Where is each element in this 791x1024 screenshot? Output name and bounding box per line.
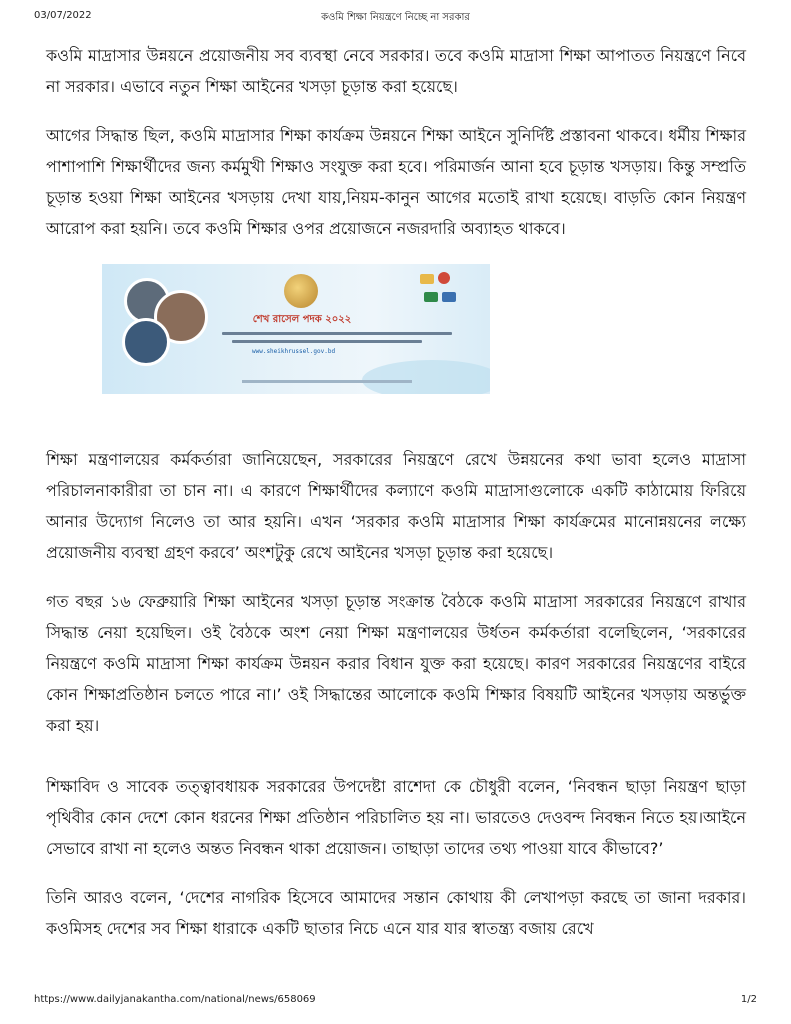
print-date: 03/07/2022: [34, 10, 92, 21]
print-footer: [0, 994, 791, 1010]
portrait-photo: [122, 318, 170, 366]
logo-icon: [442, 292, 456, 302]
source-url[interactable]: https://www.dailyjanakantha.com/national/news/658069: [34, 994, 316, 1005]
logo-icon: [438, 272, 450, 284]
article-body: [46, 40, 746, 962]
article-paragraph: শিক্ষা মন্ত্রণালয়ের কর্মকর্তারা জানিয়েছেন, সরকারের নিয়ন্ত্রণে রেখে উন্নয়নের কথা ভাবা হলেও মাদ্রাসা পরিচালনাকারীরা তা চান না। এ কারণে শিক্ষার্থীদের কল্যাণে কওমি মাদ্রাসাগুলোকে একটি কাঠামোয় ফিরিয়ে আনার উদ্যোগ নিলেও তা আর হয়নি। এখন ‘সরকার কওমি মাদ্রাসার শিক্ষা কার্যক্রমের মানোন্নয়নের লক্ষ্যে প্রয়োজনীয় ব্যবস্থা গ্রহণ করবে’ অংশটুকু রেখে আইনের খসড়া চূড়ান্ত করা হয়েছে।: [46, 450, 746, 562]
article-paragraph: তিনি আরও বলেন, ‘দেশের নাগরিক হিসেবে আমাদের সন্তান কোথায় কী লেখাপড়া করছে তা জানা দরকার। কওমিসহ দেশের সব শিক্ষা ধারাকে একটি ছাতার নিচে এনে যার যার স্বাতন্ত্র্য বজায় রেখে: [46, 888, 746, 938]
medal-icon: [284, 274, 318, 308]
sheikh-russel-award-banner[interactable]: [102, 264, 490, 394]
print-header: [0, 10, 791, 26]
page-number: 1/2: [740, 994, 757, 1005]
article-paragraph: আগের সিদ্ধান্ত ছিল, কওমি মাদ্রাসার শিক্ষা কার্যক্রম উন্নয়নে শিক্ষা আইনে সুনির্দিষ্ট প্রস্তাবনা থাকবে। ধর্মীয় শিক্ষার পাশাপাশি শিক্ষার্থীদের জন্য কর্মমুখী শিক্ষাও সংযুক্ত করা হবে। পরিমার্জন আনা হবে চূড়ান্ত খসড়ায়। কিন্তু সম্প্রতি চূড়ান্ত হওয়া শিক্ষা আইনের খসড়ায় দেখা যায়,নিয়ম-কানুন আগের মতোই রাখা হয়েছে। বাড়তি কোন নিয়ন্ত্রণ আরোপ করা হয়নি। তবে কওমি শিক্ষার ওপর প্রয়োজনে নজরদারি অব্যাহত থাকবে।: [46, 126, 746, 238]
banner-title: শেখ রাসেল পদক ২০২২: [252, 314, 352, 325]
banner-text-line: [232, 340, 422, 343]
print-title: কওমি শিক্ষা নিয়ন্ত্রণে নিচ্ছে না সরকার: [321, 12, 470, 23]
decorative-splash: [362, 360, 490, 394]
banner-link: www.sheikhrussel.gov.bd: [252, 348, 336, 355]
banner-footer-line: [242, 380, 412, 383]
article-paragraph: কওমি মাদ্রাসার উন্নয়নে প্রয়োজনীয় সব ব্যবস্থা নেবে সরকার। তবে কওমি মাদ্রাসা শিক্ষা আপাতত নিয়ন্ত্রণে নিবে না সরকার। এভাবে নতুন শিক্ষা আইনের খসড়া চূড়ান্ত করা হয়েছে।: [46, 46, 746, 96]
article-paragraph: শিক্ষাবিদ ও সাবেক তত্ত্বাবধায়ক সরকারের উপদেষ্টা রাশেদা কে চৌধুরী বলেন, ‘নিবন্ধন ছাড়া নিয়ন্ত্রণ ছাড়া পৃথিবীর কোন দেশে কোন ধরনের শিক্ষা প্রতিষ্ঠান পরিচালিত হয় না। ভারতেও দেওবন্দ নিবন্ধন নিতে হয়।আইনে সেভাবে রাখা না হলেও অন্তত নিবন্ধন থাকা প্রয়োজন। তাছাড়া তাদের তথ্য পাওয়া যাবে কীভাবে?’: [46, 777, 746, 858]
logo-icon: [420, 274, 434, 284]
banner-container: [46, 262, 746, 420]
logo-icon: [424, 292, 438, 302]
banner-text-line: [222, 332, 452, 335]
article-paragraph: গত বছর ১৬ ফেব্রুয়ারি শিক্ষা আইনের খসড়া চূড়ান্ত সংক্রান্ত বৈঠকে কওমি মাদ্রাসা সরকারের নিয়ন্ত্রণে রাখার সিদ্ধান্ত নেয়া হয়েছিল। ওই বৈঠকে অংশ নেয়া শিক্ষা মন্ত্রণালয়ের উর্ধতন কর্মকর্তারা বলেছিলেন, ‘সরকারের নিয়ন্ত্রণে কওমি মাদ্রাসা শিক্ষা কার্যক্রম উন্নয়ন করার বিধান যুক্ত করা হয়েছে। কারণ সরকারের নিয়ন্ত্রণের বাইরে কোন শিক্ষাপ্রতিষ্ঠান চলতে পারে না।’ ওই সিদ্ধান্তের আলোকে কওমি শিক্ষার বিষয়টি আইনের খসড়ায় অন্তর্ভুক্ত করা হয়।: [46, 592, 746, 735]
